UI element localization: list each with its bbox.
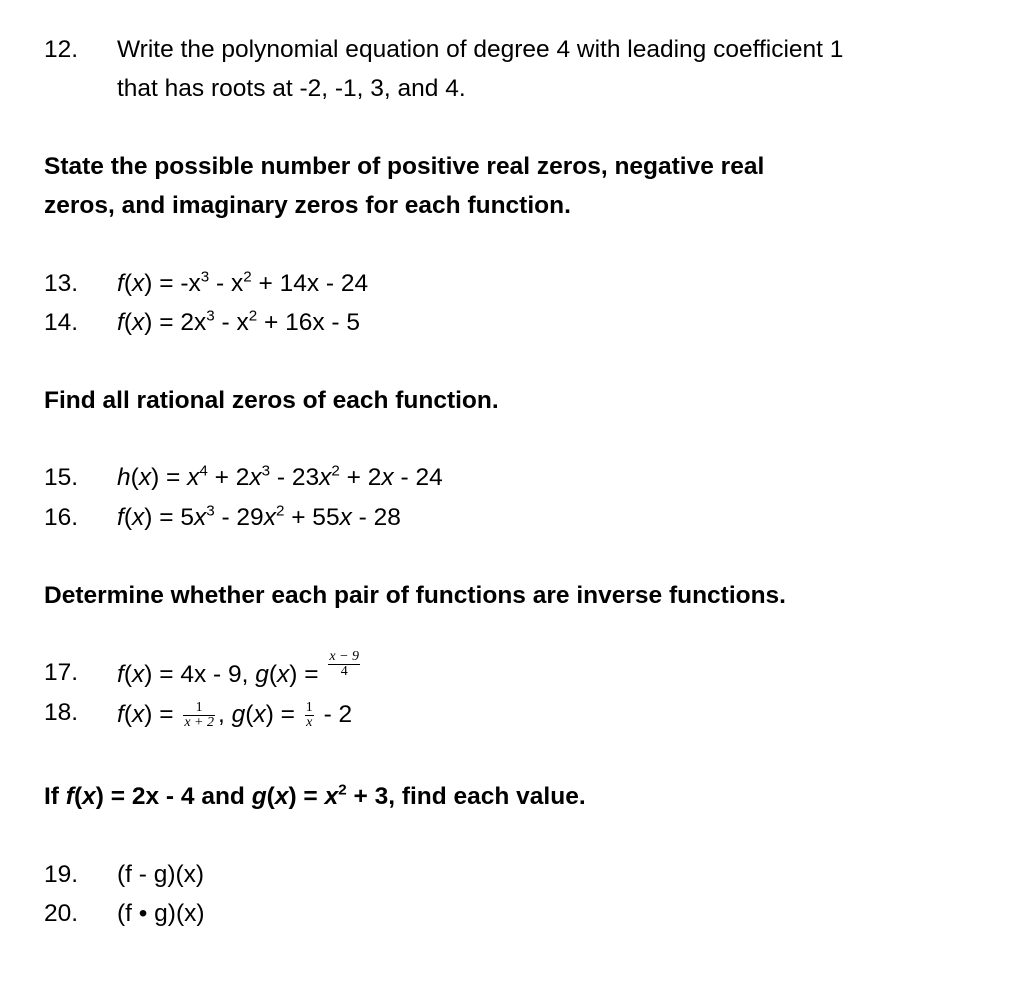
- fraction: $\frac{1}{x}$: [305, 700, 313, 730]
- problem-text-line1: Write the polynomial equation of degree 4 with leading coefficient 1: [117, 36, 844, 63]
- heading-line2: zeros, and imaginary zeros for each function.: [44, 192, 571, 219]
- fraction: $\frac{x - 9}{4}$: [329, 649, 360, 679]
- equation: $f(x) = 2x^3 - x^2 + 16x - 5$: [117, 307, 360, 336]
- expression: (f • g)(x): [117, 900, 205, 927]
- problem-number: 15.: [44, 464, 79, 491]
- heading: Find all rational zeros of each function.: [44, 387, 499, 414]
- problem-number: 14.: [44, 309, 79, 336]
- equation: f(x) = $\frac{1}{x + 2}$ , g(x) = $\frac{1}{x}$ - 2: [117, 700, 353, 730]
- heading: Determine whether each pair of functions are inverse functions.: [44, 582, 786, 609]
- fraction: $\frac{1}{x + 2}$: [184, 700, 214, 730]
- heading: If f(x) = 2x - 4 and $g(x) = x^2 + 3$, find each value.: [44, 781, 586, 810]
- problem-number: 12.: [44, 36, 79, 63]
- equation: f(x) = 4x - 9, g(x) = $\frac{x - 9}{4}$: [117, 649, 360, 688]
- problem-number: 13.: [44, 270, 79, 297]
- problem-number: 20.: [44, 900, 79, 927]
- problem-text-line2: that has roots at -2, -1, 3, and 4.: [117, 75, 466, 102]
- heading-line1: State the possible number of positive real zeros, negative real: [44, 153, 765, 180]
- equation: $f(x) = -x^3 - x^2 + 14x - 24$: [117, 268, 369, 297]
- problem-number: 16.: [44, 504, 79, 531]
- equation: $f(x) = 5x^3 - 29x^2 + 55x - 28$: [117, 502, 401, 531]
- problem-number: 17.: [44, 659, 79, 686]
- expression: (f - g)(x): [117, 861, 205, 888]
- equation: $h(x) = x^4 + 2x^3 - 23x^2 + 2x - 24$: [117, 462, 443, 491]
- problem-number: 19.: [44, 861, 79, 888]
- problem-number: 18.: [44, 699, 79, 726]
